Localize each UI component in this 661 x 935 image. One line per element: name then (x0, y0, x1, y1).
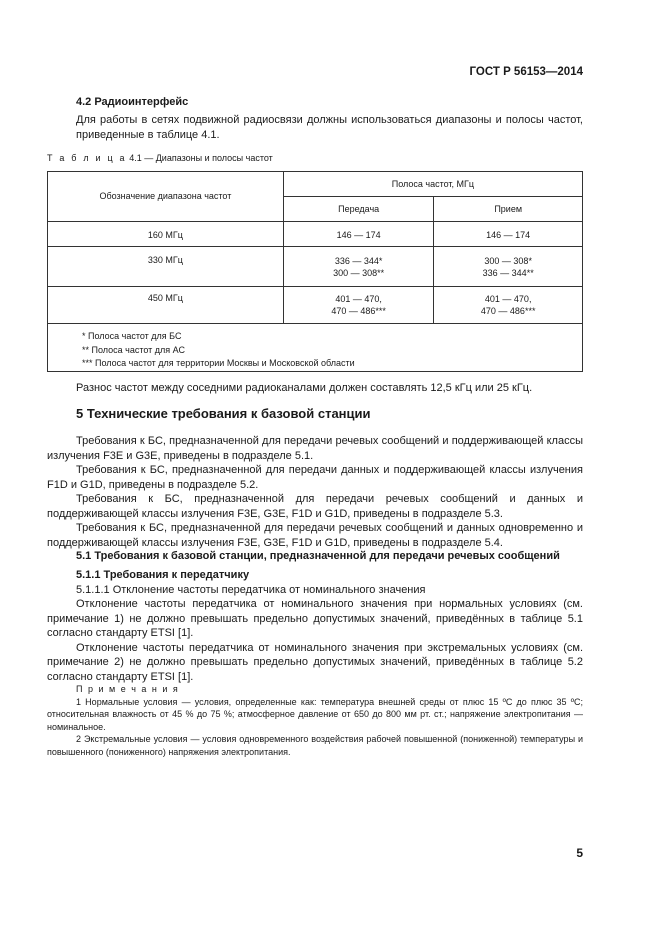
cell-tx (283, 222, 434, 247)
cell-range: 160 МГц (48, 222, 284, 247)
table-caption-prefix: Т а б л и ц а (47, 153, 127, 163)
table-row (48, 222, 583, 247)
footnote: *** Полоса частот для территории Москвы и Московской области (82, 358, 355, 368)
section-5-paragraph: Требования к БС, предназначенной для передачи речевых сообщений и данных и поддерживающей классы излучения F3E, G3E, F1D и G1D, приведены в подразделе 5.3. (47, 493, 583, 520)
table-footnotes (48, 324, 583, 372)
cell-rx-line: 336 — 344** (482, 268, 534, 278)
note-item: 2 Экстремальные условия — условия одновременного воздействия рабочей повышенной (пониженной) температуры и повышенного (пониженного) напряжения электропитания. (47, 734, 583, 757)
footnote: ** Полоса частот для АС (82, 344, 185, 355)
cell-rx-line: 470 — 486*** (480, 306, 536, 316)
table-row (48, 287, 583, 324)
section-5-1-1-1-title: 5.1.1.1 Отклонение частоты передатчика от номинального значения (76, 584, 426, 596)
section-5-title: 5 Технические требования к базовой станции (76, 406, 371, 421)
cell-tx-line: 336 — 344* (334, 256, 383, 266)
section-5-paragraph: Требования к БС, предназначенной для передачи речевых сообщений и данных одновременно и поддерживающей классы излучения F3E, G3E, F1D и G1D, приведены в подразделе 5.4. (47, 522, 583, 549)
notes-title: П р и м е ч а н и я (76, 684, 180, 694)
cell-range: 450 МГц (48, 287, 284, 324)
cell-rx (434, 222, 583, 247)
channel-spacing-text: Разнос частот между соседними радиоканалами должен составлять 12,5 кГц или 25 кГц. (76, 382, 533, 394)
cell-tx (283, 287, 434, 324)
cell-rx (434, 247, 583, 287)
document-header: ГОСТ Р 56153—2014 (469, 66, 583, 78)
footnote: * Полоса частот для БС (82, 331, 182, 341)
section-5-1-title: 5.1 Требования к базовой станции, предназначенной для передачи речевых сообщений (76, 550, 560, 562)
cell-tx-line: 470 — 486*** (331, 306, 386, 316)
cell-rx-line: 300 — 308* (484, 256, 532, 266)
cell-range: 330 МГц (48, 247, 284, 287)
page-number: 5 (576, 846, 583, 860)
table-footnotes-row (48, 324, 583, 372)
section-5-paragraph: Требования к БС, предназначенной для передачи данных и поддерживающей классы излучения F1D и G1D, приведены в подразделе 5.2. (47, 464, 583, 491)
section-5-1-1-title: 5.1.1 Требования к передатчику (76, 569, 250, 581)
cell-tx (283, 247, 434, 287)
section-4-2-paragraph: Для работы в сетях подвижной радиосвязи должны использоваться диапазоны и полосы частот, приведенные в таблице 4.1. (76, 114, 583, 141)
col-header-range: Обозначение диапазона частот (48, 172, 284, 222)
cell-tx-line: 146 — 174 (336, 230, 381, 240)
notes-block (47, 683, 583, 758)
section-5-body (47, 434, 583, 550)
cell-tx-line: 300 — 308** (333, 268, 385, 278)
note-item: 1 Нормальные условия — условия, определенные как: температура внешней среды от плюс 15 ºС до плюс 35 ºС; относительная влажность от 45 % до 75 %; атмосферное давление от 650 до 800 мм рт. ст.; напряжение электропитания — номинальное. (47, 696, 583, 732)
cell-rx-line: 401 — 470, (484, 294, 532, 304)
section-5-paragraph: Требования к БС, предназначенной для передачи речевых сообщений и поддерживающей классы излучения F3E и G3E, приведены в подразделе 5.1. (47, 435, 583, 462)
section-5-1-1-1-paragraph: Отклонение частоты передатчика от номинального значения при нормальных условиях (см. примечание 1) не должно превышать предельно допустимых значений, приведённых в таблице 5.1 согласно стандарту ETSI [1]. (47, 598, 583, 639)
cell-tx-line: 401 — 470, (335, 294, 382, 304)
frequency-table (47, 171, 583, 372)
table-caption-text: 4.1 — Диапазоны и полосы частот (126, 153, 273, 163)
col-header-tx: Передача (283, 197, 434, 222)
cell-rx-line: 146 — 174 (486, 230, 531, 240)
col-header-rx: Прием (434, 197, 583, 222)
section-5-1-1-1-paragraph: Отклонение частоты передатчика от номинального значения при экстремальных условиях (см. примечание 2) не должно превышать предельно допустимых значений, приведённых в таблице 5.2 согласно стандарту ETSI [1]. (47, 641, 583, 683)
table-caption (47, 153, 273, 163)
col-header-band: Полоса частот, МГц (283, 172, 582, 197)
section-4-2-title: 4.2 Радиоинтерфейс (76, 96, 189, 108)
cell-rx (434, 287, 583, 324)
table-row (48, 247, 583, 287)
section-5-1-1-1-body (47, 597, 583, 684)
